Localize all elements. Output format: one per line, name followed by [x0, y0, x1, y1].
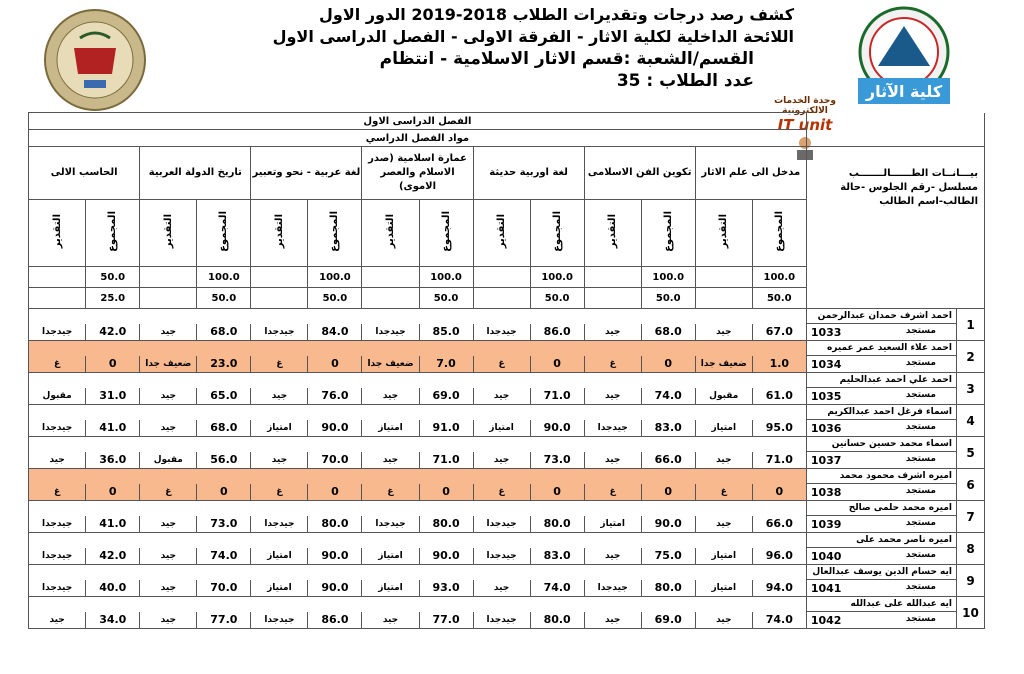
mark-grade: ضعيف جدا [362, 356, 419, 373]
min-mark: 50.0 [308, 288, 362, 309]
mark-total: 0 [530, 484, 584, 501]
student-status: مستجد [905, 549, 936, 560]
mark-grade: جيد [140, 420, 197, 437]
student-serial: 2 [956, 341, 984, 373]
mark-grade: غ [584, 484, 641, 501]
mark-total: 68.0 [197, 324, 251, 341]
subject-name: لغة اوربية حديثة [473, 147, 584, 200]
mark-total: 86.0 [308, 612, 362, 629]
subject-name: تاريخ الدولة العربية [140, 147, 251, 200]
department-line: القسم/الشعبة :قسم الاثار الاسلامية - انتظام [379, 49, 754, 69]
grade-col-header: التقدير [273, 214, 285, 249]
mark-total: 67.0 [752, 324, 806, 341]
mark-grade: غ [251, 356, 308, 373]
mark-total: 0 [308, 484, 362, 501]
max-mark: 100.0 [752, 267, 806, 288]
subjects-caption: مواد الفصل الدراسي [29, 130, 807, 147]
student-marks-row [29, 612, 985, 629]
student-status: مستجد [905, 325, 936, 336]
student-marks-row [29, 324, 985, 341]
mark-total: 90.0 [419, 548, 473, 565]
mark-total: 65.0 [197, 388, 251, 405]
semester-caption: الفصل الدراسى الاول [29, 113, 807, 130]
student-row [29, 309, 985, 324]
mark-total: 42.0 [86, 324, 140, 341]
student-row [29, 437, 985, 452]
min-mark: 50.0 [752, 288, 806, 309]
mark-grade: جيدجدا [473, 612, 530, 629]
student-row [29, 373, 985, 388]
mark-grade: غ [29, 356, 86, 373]
mark-grade: جيدجدا [362, 324, 419, 341]
mark-total: 86.0 [530, 324, 584, 341]
student-row [29, 597, 985, 612]
report-header [0, 0, 1024, 134]
student-status: مستجد [905, 485, 936, 496]
mark-grade: جيدجدا [251, 612, 308, 629]
mark-grade: جيد [695, 324, 752, 341]
faculty-logo [838, 4, 970, 110]
mark-grade: جيدجدا [584, 580, 641, 597]
student-serial: 1 [956, 309, 984, 341]
mark-grade: جيد [695, 516, 752, 533]
mark-grade: جيدجدا [473, 516, 530, 533]
mark-total: 1.0 [752, 356, 806, 373]
mark-total: 74.0 [641, 388, 695, 405]
mark-total: 83.0 [641, 420, 695, 437]
mark-grade: امتياز [473, 420, 530, 437]
total-col-header: المجموع [662, 211, 674, 252]
header-text [234, 4, 794, 92]
seat-number: 1035 [810, 389, 842, 403]
mark-total: 84.0 [308, 324, 362, 341]
student-name: اميره اشرف محمود محمد [806, 469, 956, 484]
mark-total: 0 [86, 484, 140, 501]
seat-number: 1037 [810, 453, 842, 467]
mark-grade: امتياز [584, 516, 641, 533]
min-mark: 25.0 [86, 288, 140, 309]
seat-number: 1041 [810, 581, 842, 595]
student-name: ايه حسام الدين يوسف عبدالعال [806, 565, 956, 580]
total-col-header: المجموع [107, 211, 119, 252]
mark-grade: جيدجدا [251, 324, 308, 341]
mark-grade: جيدجدا [473, 548, 530, 565]
mark-total: 69.0 [419, 388, 473, 405]
seat-number: 1033 [810, 325, 842, 339]
mark-total: 70.0 [197, 580, 251, 597]
total-col-header: المجموع [218, 211, 230, 252]
student-status: مستجد [905, 357, 936, 368]
student-serial: 6 [956, 469, 984, 501]
student-marks-row [29, 580, 985, 597]
mark-grade: جيد [584, 548, 641, 565]
student-serial: 9 [956, 565, 984, 597]
mark-total: 69.0 [641, 612, 695, 629]
mark-total: 23.0 [197, 356, 251, 373]
max-mark: 100.0 [530, 267, 584, 288]
student-name: احمد علي احمد عبدالحليم [806, 373, 956, 388]
subject-name: لغة عربية - نحو وتعبير [251, 147, 362, 200]
mark-total: 0 [530, 356, 584, 373]
mark-total: 0 [752, 484, 806, 501]
grade-col-header: التقدير [496, 214, 508, 249]
mark-grade: جيدجدا [584, 420, 641, 437]
student-serial: 5 [956, 437, 984, 469]
mark-total: 66.0 [752, 516, 806, 533]
mark-total: 0 [641, 356, 695, 373]
mark-total: 94.0 [752, 580, 806, 597]
mark-grade: جيد [29, 452, 86, 469]
mark-total: 73.0 [530, 452, 584, 469]
student-name: احمد علاء السعيد عمر عميره [806, 341, 956, 356]
report-title: كشف رصد درجات وتقديرات الطلاب 2018-2019 الدور الاول [319, 5, 794, 24]
mark-grade: امتياز [362, 420, 419, 437]
student-marks-row [29, 548, 985, 565]
seat-number: 1042 [810, 613, 842, 627]
mark-total: 40.0 [86, 580, 140, 597]
mark-total: 76.0 [308, 388, 362, 405]
student-marks-row [29, 484, 985, 501]
mark-grade: امتياز [251, 420, 308, 437]
mark-total: 41.0 [86, 516, 140, 533]
student-serial: 3 [956, 373, 984, 405]
mark-total: 77.0 [419, 612, 473, 629]
total-col-header: المجموع [773, 211, 785, 252]
mark-grade: غ [473, 484, 530, 501]
student-status: مستجد [905, 389, 936, 400]
student-status: مستجد [905, 581, 936, 592]
mark-total: 93.0 [419, 580, 473, 597]
min-mark: 50.0 [197, 288, 251, 309]
mark-total: 95.0 [752, 420, 806, 437]
min-mark: 50.0 [419, 288, 473, 309]
max-mark: 100.0 [197, 267, 251, 288]
seat-number: 1040 [810, 549, 842, 563]
mark-grade: جيدجدا [29, 420, 86, 437]
student-name: ايه عبدالله على عبدالله [806, 597, 956, 612]
mark-total: 71.0 [419, 452, 473, 469]
mark-grade: مقبول [140, 452, 197, 469]
mark-grade: ضعيف جدا [140, 356, 197, 373]
mark-grade: جيدجدا [29, 580, 86, 597]
mark-total: 80.0 [419, 516, 473, 533]
mark-total: 90.0 [530, 420, 584, 437]
mark-total: 71.0 [530, 388, 584, 405]
mark-total: 0 [308, 356, 362, 373]
mark-grade: امتياز [695, 580, 752, 597]
mark-grade: امتياز [362, 580, 419, 597]
mark-grade: جيد [362, 452, 419, 469]
mark-grade: جيد [140, 516, 197, 533]
student-row [29, 405, 985, 420]
mark-total: 42.0 [86, 548, 140, 565]
mark-grade: مقبول [695, 388, 752, 405]
mark-grade: جيد [473, 580, 530, 597]
mark-grade: جيدجدا [29, 324, 86, 341]
mark-grade: غ [251, 484, 308, 501]
mark-grade: غ [473, 356, 530, 373]
max-mark: 100.0 [641, 267, 695, 288]
max-mark: 50.0 [86, 267, 140, 288]
student-name: اميره ناصر محمد على [806, 533, 956, 548]
mark-grade: جيد [140, 388, 197, 405]
mark-grade: جيدجدا [29, 548, 86, 565]
mark-grade: جيد [251, 388, 308, 405]
mark-total: 70.0 [308, 452, 362, 469]
mark-grade: جيد [584, 388, 641, 405]
mark-grade: جيد [140, 324, 197, 341]
mark-total: 80.0 [641, 580, 695, 597]
mark-total: 74.0 [197, 548, 251, 565]
faculty-logo-text: كلية الآثار [865, 82, 943, 101]
mark-total: 90.0 [308, 420, 362, 437]
student-info-header: بيـــانــات الطــــــالـــــــب مسلسل -رقم الجلوس -حالة الطالب-اسم الطالب [806, 147, 984, 309]
grade-col-header: التقدير [607, 214, 619, 249]
student-status: مستجد [905, 613, 936, 624]
mark-total: 68.0 [197, 420, 251, 437]
student-name: اسماء محمد حسين حسانين [806, 437, 956, 452]
mark-total: 71.0 [752, 452, 806, 469]
student-name: اسماء فرغل احمد عبدالكريم [806, 405, 956, 420]
max-mark: 100.0 [308, 267, 362, 288]
mark-grade: غ [362, 484, 419, 501]
it-unit-title: وحدة الخدمات الالكترونية [774, 96, 836, 116]
it-unit-name: IT unit [777, 116, 833, 134]
mark-grade: امتياز [695, 548, 752, 565]
mark-total: 34.0 [86, 612, 140, 629]
student-row [29, 565, 985, 580]
total-col-header: المجموع [440, 211, 452, 252]
student-status: مستجد [905, 453, 936, 464]
mark-grade: جيدجدا [251, 516, 308, 533]
seat-number: 1038 [810, 485, 842, 499]
grade-col-header: التقدير [718, 214, 730, 249]
mark-grade: جيدجدا [473, 324, 530, 341]
mark-grade: غ [29, 484, 86, 501]
mark-total: 80.0 [530, 612, 584, 629]
mark-total: 0 [86, 356, 140, 373]
subject-name: تكوين الفن الاسلامى [584, 147, 695, 200]
mark-total: 91.0 [419, 420, 473, 437]
student-name: احمد اشرف حمدان عبدالرحمن [806, 309, 956, 324]
mark-grade: جيد [695, 612, 752, 629]
subject-name: الحاسب الالى [29, 147, 140, 200]
mark-total: 77.0 [197, 612, 251, 629]
university-logo [36, 8, 154, 112]
mark-grade: مقبول [29, 388, 86, 405]
regulation-line: اللائحة الداخلية لكلية الاثار - الفرقة الاولى - الفصل الدراسى الاول [272, 27, 794, 46]
mark-grade: غ [140, 484, 197, 501]
student-marks-row [29, 356, 985, 373]
mark-grade: جيد [251, 452, 308, 469]
student-status: مستجد [905, 517, 936, 528]
mark-total: 74.0 [530, 580, 584, 597]
student-serial: 7 [956, 501, 984, 533]
mark-grade: غ [584, 356, 641, 373]
student-marks-row [29, 420, 985, 437]
student-status: مستجد [905, 421, 936, 432]
mark-grade: جيد [584, 324, 641, 341]
mark-total: 56.0 [197, 452, 251, 469]
mark-grade: جيدجدا [29, 516, 86, 533]
mark-grade: امتياز [695, 420, 752, 437]
mark-grade: جيد [140, 612, 197, 629]
min-mark: 50.0 [530, 288, 584, 309]
student-row [29, 341, 985, 356]
grade-col-header: التقدير [384, 214, 396, 249]
mark-total: 0 [641, 484, 695, 501]
mark-total: 90.0 [641, 516, 695, 533]
mark-grade: جيد [695, 452, 752, 469]
student-serial: 4 [956, 405, 984, 437]
mark-total: 83.0 [530, 548, 584, 565]
student-row [29, 501, 985, 516]
student-marks-row [29, 516, 985, 533]
grades-table [28, 112, 985, 629]
student-name: اميره محمد حلمى صالح [806, 501, 956, 516]
mark-grade: امتياز [362, 548, 419, 565]
mark-grade: جيد [473, 452, 530, 469]
mark-grade: جيدجدا [362, 516, 419, 533]
mark-total: 41.0 [86, 420, 140, 437]
mark-total: 0 [197, 484, 251, 501]
mark-grade: جيد [584, 612, 641, 629]
mark-total: 68.0 [641, 324, 695, 341]
student-serial: 8 [956, 533, 984, 565]
mark-total: 90.0 [308, 548, 362, 565]
seat-number: 1036 [810, 421, 842, 435]
mark-grade: جيد [362, 612, 419, 629]
mark-total: 80.0 [308, 516, 362, 533]
mark-total: 96.0 [752, 548, 806, 565]
student-serial: 10 [956, 597, 984, 629]
mark-grade: جيد [140, 580, 197, 597]
total-col-header: المجموع [551, 211, 563, 252]
max-mark: 100.0 [419, 267, 473, 288]
mark-total: 66.0 [641, 452, 695, 469]
mark-grade: جيد [584, 452, 641, 469]
mark-total: 36.0 [86, 452, 140, 469]
mark-grade: جيد [29, 612, 86, 629]
mark-total: 75.0 [641, 548, 695, 565]
mark-grade: ضعيف جدا [695, 356, 752, 373]
grade-col-header: التقدير [162, 214, 174, 249]
mark-grade: جيد [473, 388, 530, 405]
seat-number: 1034 [810, 357, 842, 371]
subject-name: مدخل الى علم الاثار [695, 147, 806, 200]
subject-name: عمارة اسلامية (صدر الاسلام والعصر الاموى) [362, 147, 473, 200]
student-marks-row [29, 388, 985, 405]
min-mark: 50.0 [641, 288, 695, 309]
mark-grade: غ [695, 484, 752, 501]
grade-col-header: التقدير [51, 214, 63, 249]
mark-total: 80.0 [530, 516, 584, 533]
mark-total: 74.0 [752, 612, 806, 629]
mark-total: 0 [419, 484, 473, 501]
mark-grade: امتياز [251, 580, 308, 597]
mark-grade: جيد [140, 548, 197, 565]
mark-total: 85.0 [419, 324, 473, 341]
student-marks-row [29, 452, 985, 469]
mark-total: 7.0 [419, 356, 473, 373]
mark-total: 31.0 [86, 388, 140, 405]
mark-grade: امتياز [251, 548, 308, 565]
student-row [29, 469, 985, 484]
mark-total: 61.0 [752, 388, 806, 405]
seat-number: 1039 [810, 517, 842, 531]
mark-total: 73.0 [197, 516, 251, 533]
total-col-header: المجموع [329, 211, 341, 252]
student-row [29, 533, 985, 548]
mark-grade: جيد [362, 388, 419, 405]
student-count: عدد الطلاب : 35 [616, 71, 754, 91]
mark-total: 90.0 [308, 580, 362, 597]
